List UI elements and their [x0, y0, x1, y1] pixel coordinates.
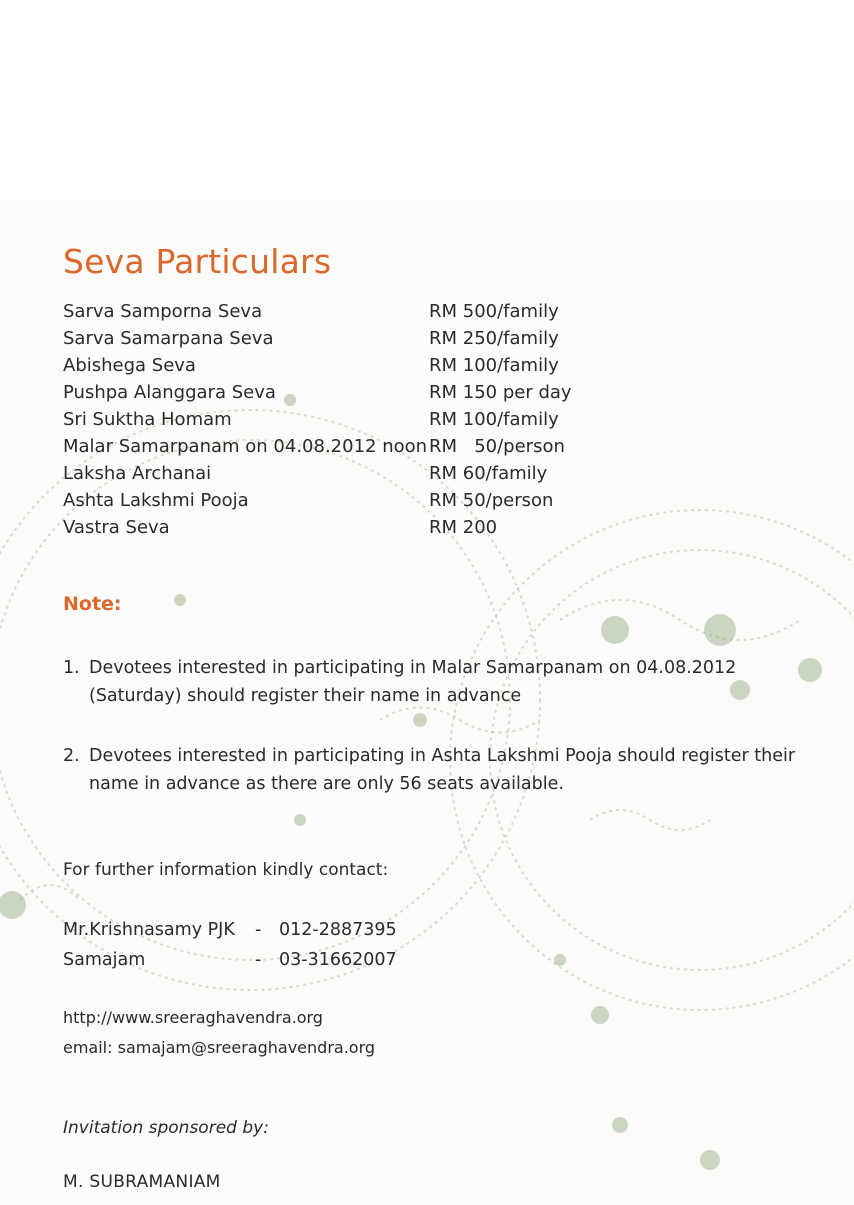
seva-row	[63, 379, 623, 406]
contact-separator: -	[255, 920, 262, 940]
seva-name: Laksha Archanai	[63, 463, 212, 484]
contact-name: Mr.Krishnasamy PJK	[63, 920, 235, 940]
seva-price: RM 200	[429, 517, 498, 538]
seva-row	[63, 406, 623, 433]
contact-phone: 03-31662007	[279, 950, 397, 970]
seva-name: Vastra Seva	[63, 517, 170, 538]
seva-name: Ashta Lakshmi Pooja	[63, 490, 249, 511]
note-text: Devotees interested in participating in Ashta Lakshmi Pooja should register their name in advance as there are only 56 seats available.	[89, 746, 796, 794]
seva-list	[63, 298, 623, 541]
seva-name: Sarva Samarpana Seva	[63, 328, 274, 349]
note-item	[63, 654, 808, 710]
website-link[interactable]: http://www.sreeraghavendra.org	[63, 1008, 323, 1027]
seva-row	[63, 352, 623, 379]
seva-row	[63, 325, 623, 352]
seva-price: RM 60/family	[429, 463, 548, 484]
seva-price: RM 50/person	[429, 436, 565, 457]
seva-row	[63, 487, 623, 514]
contact-name: Samajam	[63, 950, 146, 970]
seva-name: Sri Suktha Homam	[63, 409, 232, 430]
seva-price: RM 150 per day	[429, 382, 572, 403]
seva-name: Abishega Seva	[63, 355, 196, 376]
seva-name: Malar Samarpanam on 04.08.2012 noon	[63, 436, 428, 457]
seva-price: RM 500/family	[429, 301, 559, 322]
contact-separator: -	[255, 950, 262, 970]
contact-phone: 012-2887395	[279, 920, 397, 940]
seva-price: RM 250/family	[429, 328, 559, 349]
contact-row	[63, 946, 463, 974]
sponsor-label: Invitation sponsored by:	[63, 1118, 269, 1138]
seva-row	[63, 433, 623, 460]
note-item	[63, 742, 808, 798]
seva-row	[63, 298, 623, 325]
seva-row	[63, 514, 623, 541]
seva-name: Pushpa Alanggara Seva	[63, 382, 276, 403]
email-link[interactable]: email: samajam@sreeraghavendra.org	[63, 1038, 376, 1057]
note-number: 2.	[63, 746, 80, 766]
seva-price: RM 50/person	[429, 490, 554, 511]
page-title: Seva Particulars	[63, 242, 332, 281]
seva-price: RM 100/family	[429, 409, 559, 430]
note-text: Devotees interested in participating in Malar Samarpanam on 04.08.2012 (Saturday) should register their name in advance	[89, 658, 737, 706]
seva-price: RM 100/family	[429, 355, 559, 376]
note-number: 1.	[63, 658, 80, 678]
contact-row	[63, 916, 463, 944]
seva-name: Sarva Samporna Seva	[63, 301, 263, 322]
contact-intro: For further information kindly contact:	[63, 860, 389, 880]
sponsor-name: M. SUBRAMANIAM	[63, 1172, 221, 1192]
note-heading: Note:	[63, 593, 122, 615]
seva-row	[63, 460, 623, 487]
